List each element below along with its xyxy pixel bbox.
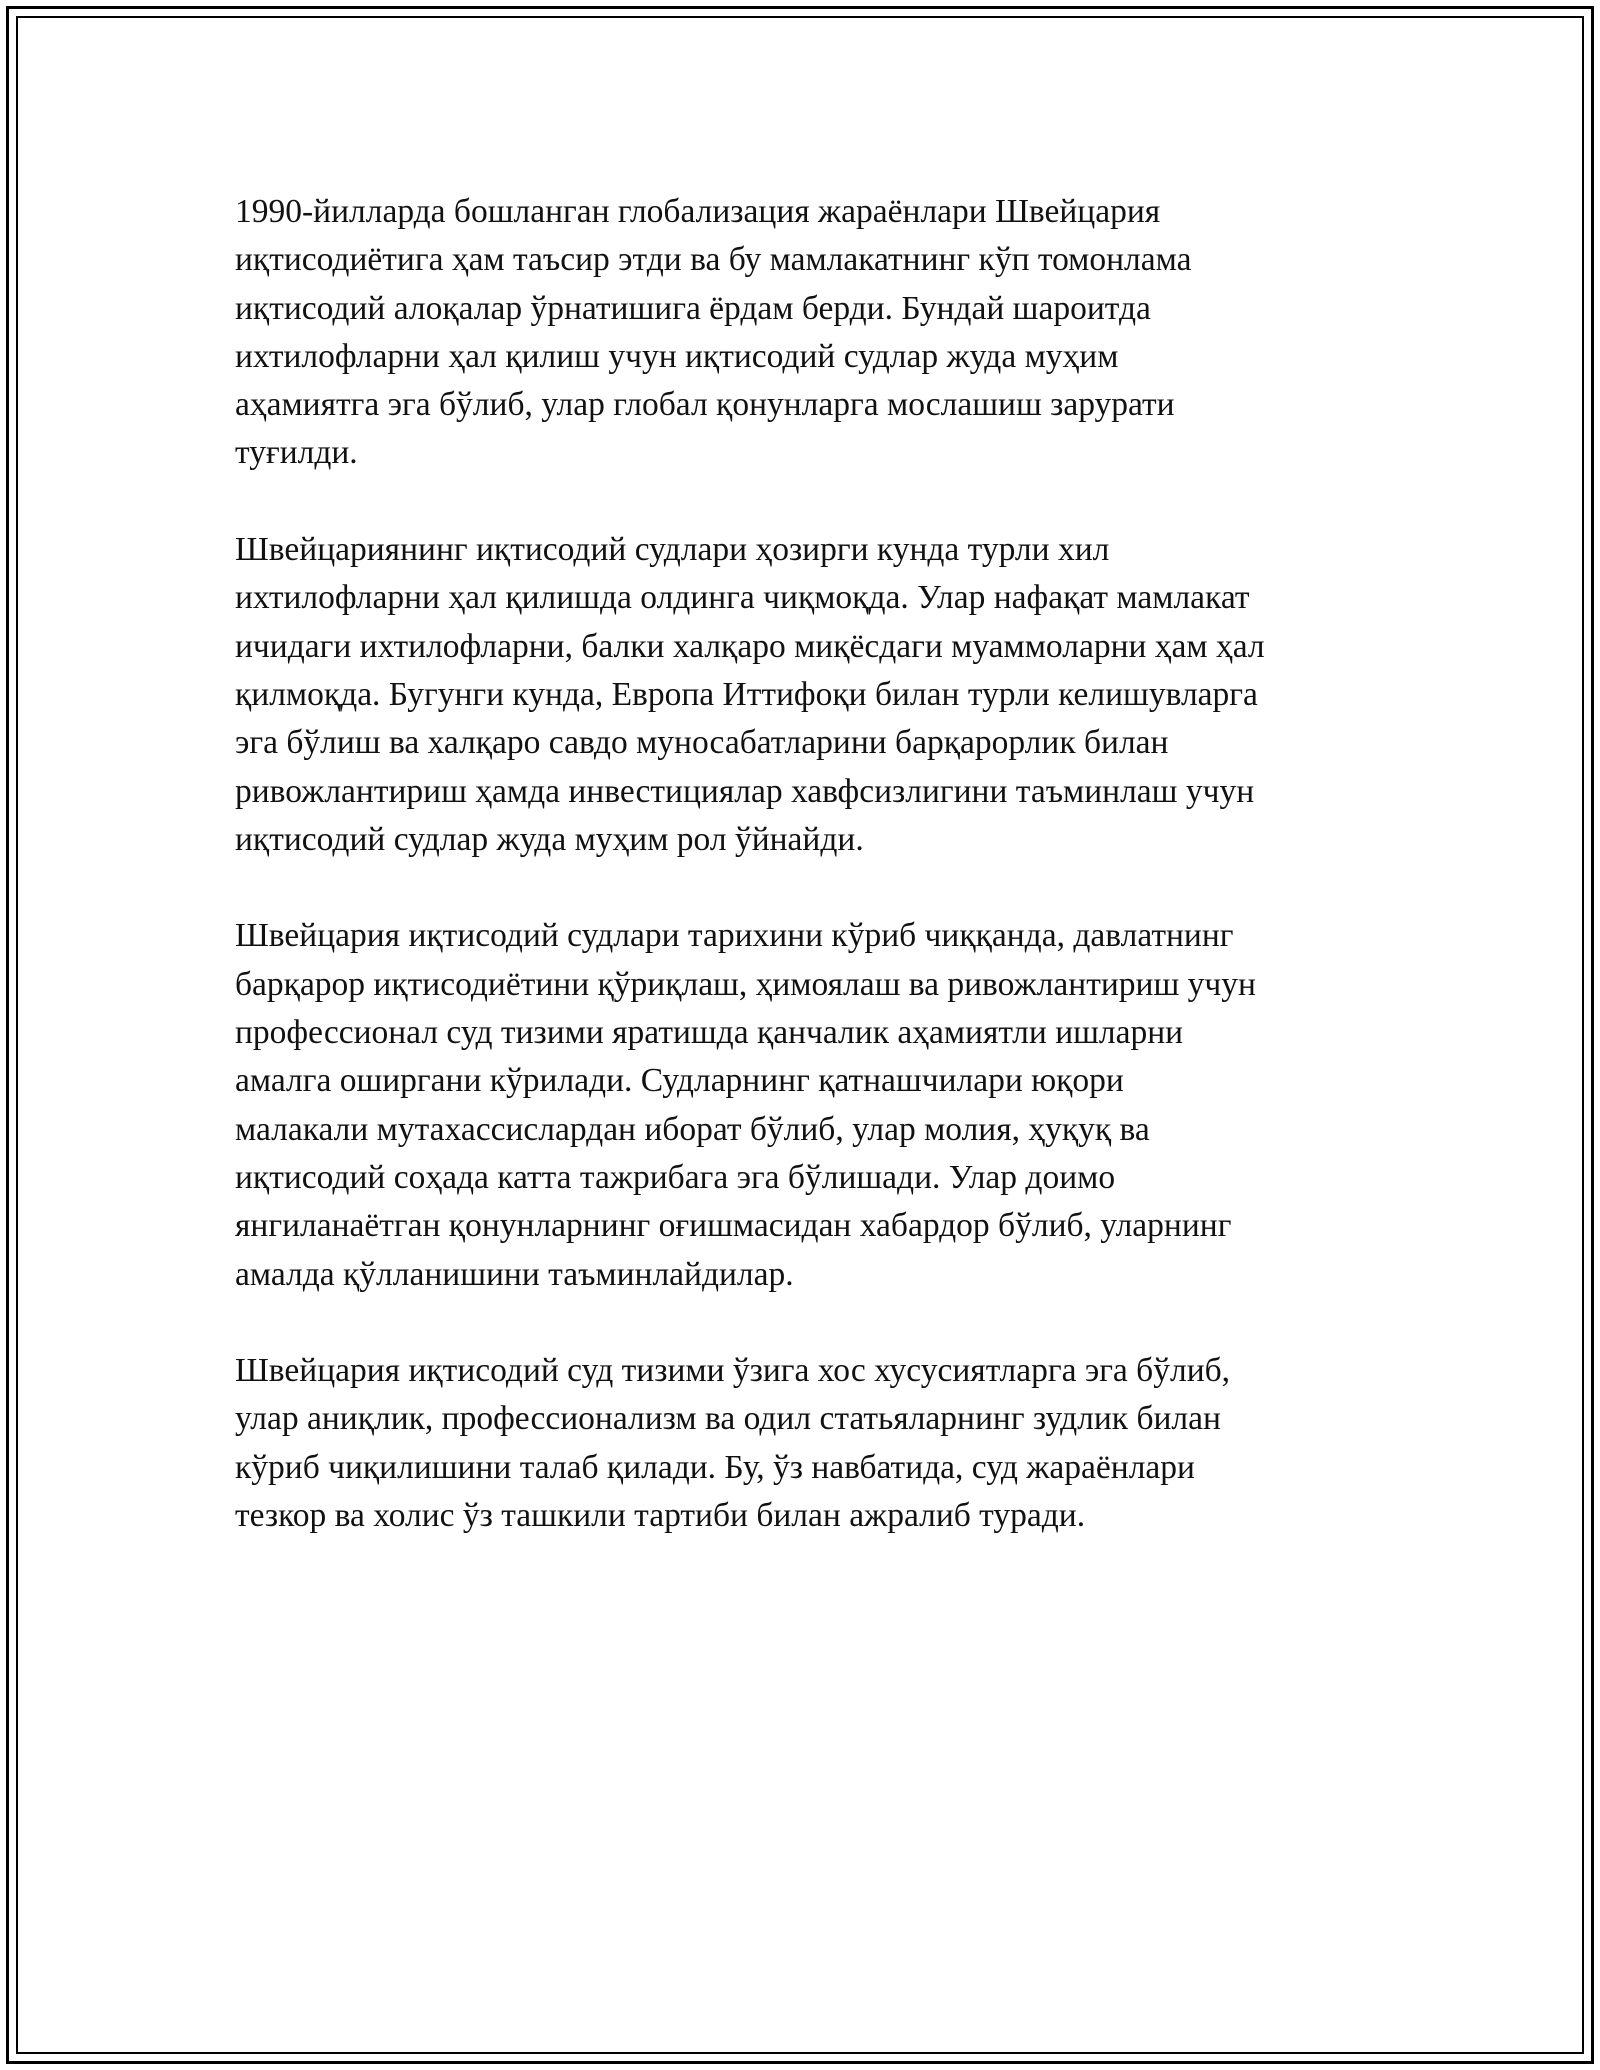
text-line: Швейцария иқтисодий судлари тарихини кўриб чиққанда, давлатнинг — [235, 917, 1234, 955]
text-line: Швейцария иқтисодий суд тизими ўзига хос хусусиятларга эга бўлиб, — [235, 1352, 1231, 1390]
text-line: иқтисодий алоқалар ўрнатишига ёрдам берди. Бундай шароитда — [235, 289, 1151, 327]
text-line: профессионал суд тизими яратишда қанчалик аҳамиятли ишларни — [235, 1014, 1184, 1052]
text-line: Швейцариянинг иқтисодий судлари ҳозирги кунда турли хил — [235, 531, 1110, 569]
text-line: тезкор ва холис ўз ташкили тартиби билан ажралиб туради. — [235, 1497, 1086, 1535]
text-line: ривожлантириш ҳамда инвестициялар хавфсизлигини таъминлаш учун — [235, 772, 1255, 810]
text-line: амалда қўлланишини таъминлайдилар. — [235, 1255, 794, 1293]
text-line: қилмоқда. Бугунги кунда, Европа Иттифоқи билан турли келишувларга — [235, 675, 1258, 713]
text-line: малакали мутахассислардан иборат бўлиб, улар молия, ҳуқуқ ва — [235, 1110, 1150, 1148]
text-line: 1990-йилларда бошланган глобализация жараёнлари Швейцария — [235, 193, 1161, 230]
text-line: ихтилофларни ҳал қилиш учун иқтисодий судлар жуда муҳим — [235, 337, 1119, 375]
text-line: улар аниқлик, профессионализм ва одил статьяларнинг зудлик билан — [235, 1400, 1221, 1438]
document-body — [235, 188, 1375, 1589]
paragraph-3 — [235, 912, 1375, 1298]
text-line: туғилди. — [235, 434, 358, 472]
text-line: ичидаги ихтилофларни, балки халқаро миқёсдаги муаммоларни ҳам ҳал — [235, 627, 1265, 665]
text-line: амалга оширгани кўрилади. Судларнинг қатнашчилари юқори — [235, 1062, 1124, 1100]
text-line: ихтилофларни ҳал қилишда олдинга чиқмоқда. Улар нафақат мамлакат — [235, 579, 1250, 617]
paragraph-1 — [235, 188, 1375, 478]
text-line: янгиланаётган қонунларнинг оғишмасидан хабардор бўлиб, уларнинг — [235, 1207, 1232, 1245]
text-line: иқтисодий соҳада катта тажрибага эга бўлишади. Улар доимо — [235, 1158, 1116, 1196]
text-line: аҳамиятга эга бўлиб, улар глобал қонунларга мослашиш зарурати — [235, 386, 1175, 424]
paragraph-4 — [235, 1347, 1375, 1540]
text-line: иқтисодиётига ҳам таъсир этди ва бу мамлакатнинг кўп томонлама — [235, 241, 1192, 279]
text-line: барқарор иқтисодиётини қўриқлаш, ҳимоялаш ва ривожлантириш учун — [235, 965, 1256, 1003]
text-line: иқтисодий судлар жуда муҳим рол ўйнайди. — [235, 820, 864, 858]
text-line: эга бўлиш ва халқаро савдо муносабатларини барқарорлик билан — [235, 724, 1169, 762]
paragraph-2 — [235, 526, 1375, 864]
text-line: кўриб чиқилишини талаб қилади. Бу, ўз навбатида, суд жараёнлари — [235, 1448, 1195, 1486]
